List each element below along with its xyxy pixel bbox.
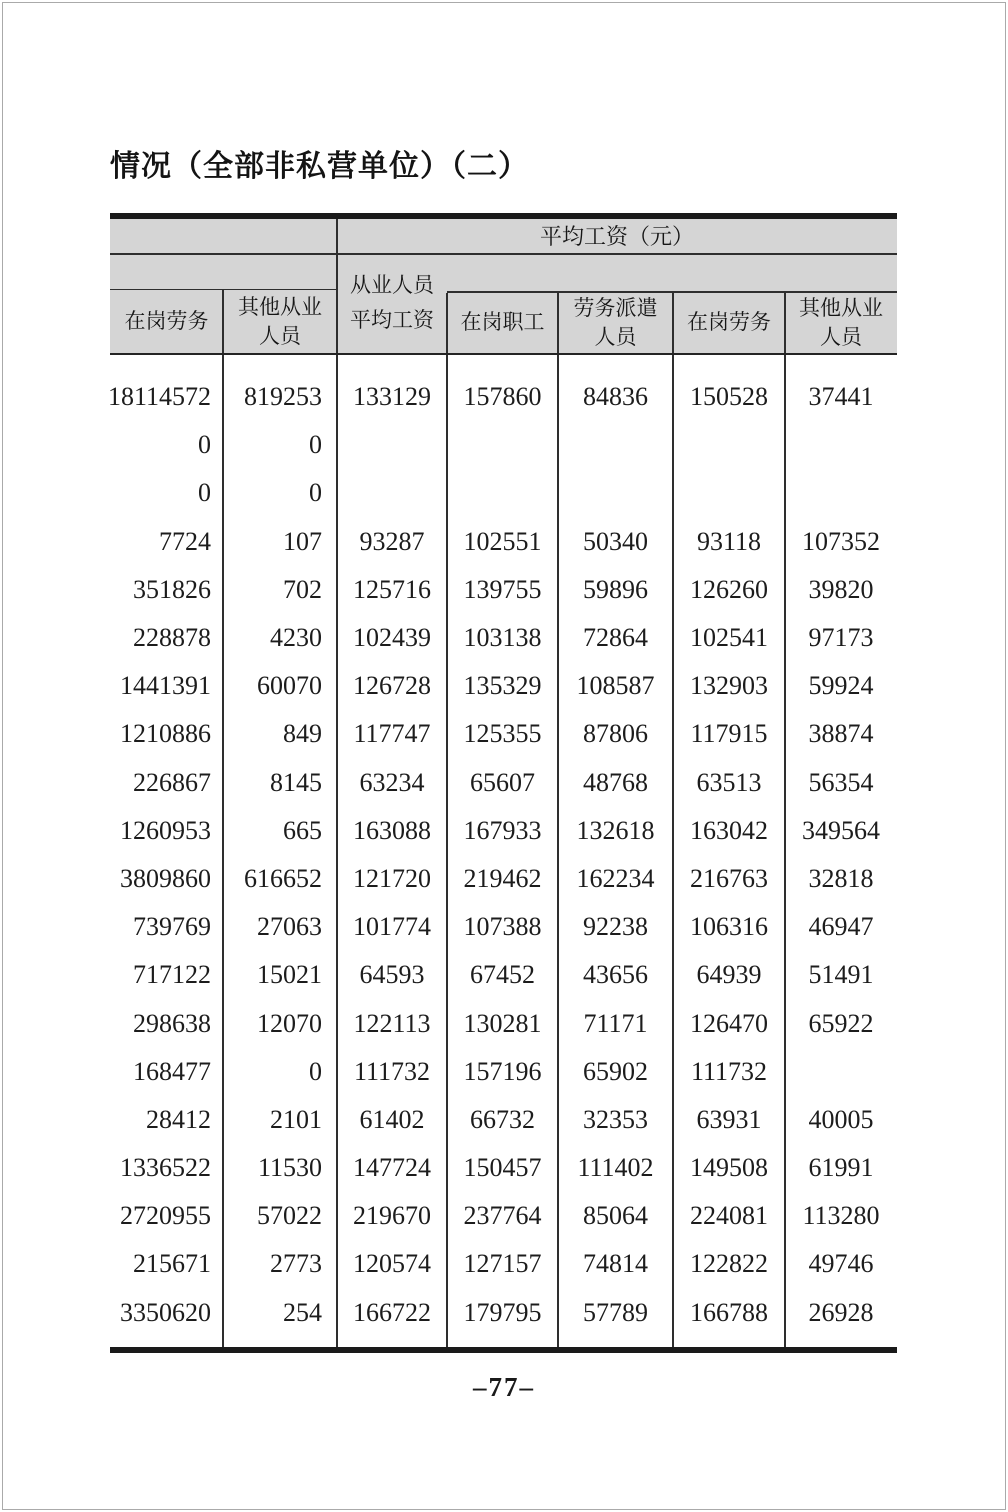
table-cell: 72864 [583,623,648,653]
table-cell: 74814 [583,1249,648,1279]
table-cell: 157196 [463,1056,542,1086]
table-cell: 0 [198,478,211,508]
table-cell [337,421,447,469]
table-cell: 2773 [270,1249,322,1279]
table-cell: 0 [309,1056,322,1086]
table-row [110,903,897,951]
table-cell: 849 [283,719,322,749]
table-cell: 133129 [353,382,431,412]
table-cell: 150528 [690,382,768,412]
table-cell: 2101 [270,1104,322,1134]
table-cell: 93118 [696,526,762,556]
table-cell: 61991 [808,1153,874,1183]
table-cell: 67452 [470,960,535,990]
table-cell: 59924 [808,671,874,701]
table-row [110,1240,897,1288]
table-cell [785,1048,897,1096]
table-cell: 351826 [133,574,211,604]
table-cell: 92238 [583,912,648,942]
table-cell: 11530 [257,1153,322,1183]
table-cell: 97173 [808,623,874,653]
table-cell: 166722 [353,1297,431,1327]
column-header-all-employees-avg-wage: 从业人员 平均工资 [350,274,434,332]
table-cell: 71171 [583,1008,648,1038]
table-cell: 56354 [808,767,874,797]
table-cell: 127157 [463,1249,542,1279]
table-cell: 107352 [802,526,880,556]
table-cell [785,421,897,469]
table-cell: 63931 [696,1104,762,1134]
table-cell: 32353 [583,1104,648,1134]
table-cell: 166788 [690,1297,768,1327]
table-cell: 39820 [808,574,874,604]
table-cell: 84836 [583,382,648,412]
table-cell: 226867 [133,767,211,797]
table-cell: 0 [309,430,322,460]
table-cell: 147724 [353,1153,431,1183]
table-cell: 43656 [583,960,648,990]
table-cell: 12070 [257,1008,322,1038]
table-cell: 40005 [808,1104,874,1134]
table-row [110,710,897,758]
table-cell: 139755 [463,574,542,604]
table-cell: 125716 [353,574,431,604]
table-cell: 59896 [583,574,648,604]
table-cell [673,469,785,517]
table-cell: 130281 [463,1008,542,1038]
table-cell: 60070 [257,671,322,701]
table-cell: 63513 [696,767,762,797]
table-cell: 66732 [470,1104,535,1134]
table-row [110,1048,897,1096]
page-number: –77– [473,1372,535,1402]
table-cell: 216763 [690,863,768,893]
body-vline-6 [784,355,786,1347]
table-cell: 65902 [583,1056,648,1086]
column-header-other-employees-wage: 其他从业 人员 [799,296,883,349]
table-cell: 1441391 [120,671,211,701]
table-cell: 126728 [353,671,431,701]
table-body [107,355,897,1347]
page-title: 情况（全部非私营单位）（二） [110,150,529,183]
table-cell: 18114572 [107,382,211,412]
table-cell: 65922 [808,1008,874,1038]
table-cell: 702 [283,574,322,604]
table-cell: 64593 [359,960,425,990]
table-bottom-rule [110,1347,897,1353]
table-cell: 51491 [808,960,874,990]
table-cell: 149508 [690,1153,768,1183]
table-cell: 28412 [146,1104,211,1134]
table-row [110,1192,897,1240]
column-header-on-post-staff-wage: 在岗职工 [460,311,545,335]
table-cell: 48768 [583,767,648,797]
table-cell: 717122 [133,960,211,990]
table-cell: 121720 [353,863,431,893]
table-cell: 167933 [463,815,542,845]
table-cell: 157860 [463,382,542,412]
table-cell: 0 [309,478,322,508]
table-cell: 27063 [257,912,322,942]
table-row [110,421,897,469]
column-header-ongoing-labor-wage: 在岗劳务 [687,311,771,335]
table-cell: 168477 [133,1056,211,1086]
table-cell: 7724 [159,526,211,556]
table-cell: 101774 [353,912,431,942]
table-cell: 102439 [353,623,431,653]
table-cell: 65607 [470,767,535,797]
table-row [110,1289,897,1337]
column-header-other-employees-count: 其他从业 人员 [238,295,322,348]
table-cell: 179795 [463,1297,542,1327]
table-cell: 26928 [808,1297,874,1327]
table-cell: 57022 [257,1201,322,1231]
table-cell: 85064 [583,1201,648,1231]
table-cell [558,469,673,517]
table-cell: 126260 [690,574,768,604]
table-cell: 819253 [244,382,322,412]
table-cell: 132903 [690,671,768,701]
table-cell: 739769 [133,912,211,942]
body-vline-1 [222,355,224,1347]
table-cell: 1260953 [120,815,211,845]
stats-table [107,213,897,1353]
body-vline-3 [446,355,448,1347]
table-cell: 63234 [359,767,425,797]
table-cell: 103138 [463,623,542,653]
table-cell: 163042 [690,815,768,845]
column-header-dispatched-workers-wage: 劳务派遣 人员 [573,296,658,349]
table-cell: 46947 [808,912,874,942]
table-row [110,1096,897,1144]
table-cell: 64939 [696,960,762,990]
table-cell: 93287 [359,526,425,556]
table-row [110,855,897,903]
table-cell: 87806 [583,719,648,749]
group-header-average-wage: 平均工资（元） [539,224,694,249]
table-cell [447,421,558,469]
table-cell: 111732 [690,1056,768,1086]
table-cell: 117747 [353,719,431,749]
table-cell: 349564 [802,815,880,845]
table-cell: 61402 [359,1104,425,1134]
table-row [110,951,897,999]
table-cell: 298638 [133,1008,211,1038]
body-vline-4 [557,355,559,1347]
table-cell: 107 [283,526,322,556]
table-cell: 111402 [577,1153,654,1183]
table-row [110,469,897,517]
table-cell [447,469,558,517]
table-cell: 254 [283,1297,322,1327]
table-row [110,566,897,614]
table-row [110,999,897,1047]
table-cell: 111732 [353,1056,431,1086]
table-cell: 224081 [690,1201,768,1231]
table-cell: 106316 [690,912,768,942]
table-cell: 2720955 [120,1201,211,1231]
table-cell: 0 [198,430,211,460]
table-cell: 117915 [690,719,768,749]
table-cell: 8145 [270,767,322,797]
table-cell: 162234 [576,863,655,893]
table-cell: 237764 [463,1201,542,1231]
table-cell: 219462 [463,863,542,893]
table-row [110,662,897,710]
table-cell [785,469,897,517]
table-cell: 135329 [463,671,542,701]
table-cell: 38874 [808,719,874,749]
table-cell: 120574 [353,1249,431,1279]
header-divider-top [110,253,897,255]
table-cell: 126470 [690,1008,768,1038]
table-cell [337,469,447,517]
table-cell: 113280 [802,1201,880,1231]
table-row [110,807,897,855]
table-cell: 15021 [257,960,322,990]
table-cell: 37441 [808,382,874,412]
table-cell: 1336522 [120,1153,211,1183]
table-cell: 122113 [353,1008,431,1038]
table-cell: 163088 [353,815,431,845]
table-cell: 57789 [583,1297,648,1327]
table-row [110,1144,897,1192]
table-cell: 3809860 [120,863,211,893]
table-cell: 50340 [583,526,648,556]
table-cell: 616652 [244,863,322,893]
table-cell: 4230 [270,623,322,653]
table-cell: 32818 [808,863,874,893]
table-cell: 215671 [133,1249,211,1279]
table-cell: 150457 [463,1153,542,1183]
table-cell: 125355 [463,719,542,749]
table-cell: 49746 [808,1249,874,1279]
table-cell: 228878 [133,623,211,653]
table-cell: 219670 [353,1201,431,1231]
table-cell: 122822 [690,1249,768,1279]
table-cell: 3350620 [120,1297,211,1327]
table-cell: 108587 [576,671,655,701]
table-row [110,759,897,807]
table-header [110,219,897,354]
table-cell: 1210886 [120,719,211,749]
table-row [110,518,897,566]
body-vline-5 [672,355,674,1347]
table-cell [673,421,785,469]
table-cell: 102541 [690,623,768,653]
table-cell: 665 [283,815,322,845]
body-vline-2 [336,355,338,1347]
column-header-ongoing-labor-count: 在岗劳务 [124,310,209,333]
table-cell [558,421,673,469]
table-row [110,614,897,662]
table-cell: 102551 [463,526,542,556]
table-cell: 107388 [463,912,542,942]
table-cell: 132618 [576,815,655,845]
table-row [107,373,897,421]
